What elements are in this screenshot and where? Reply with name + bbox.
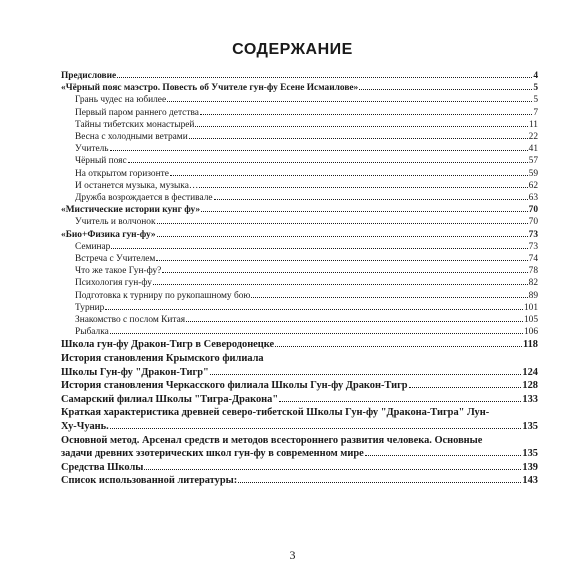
toc-entry-page: 82 (528, 278, 538, 289)
toc-entry-title: Тайны тибетских монастырей (75, 119, 195, 130)
toc-entry (61, 241, 538, 253)
toc-entry-title: Предисловие (61, 71, 117, 81)
toc-entry (61, 314, 538, 326)
toc-entry-title: Дружба возрождается в фестивале (75, 193, 213, 204)
toc-entry-page: 22 (528, 132, 538, 143)
toc-entry-title: Знакомство с послом Китая (75, 315, 186, 326)
toc-entry-title: Рыбалка (75, 327, 109, 338)
toc-entry-page: 5 (533, 95, 538, 106)
toc-entry-page: 128 (522, 380, 538, 392)
toc-entry-page: 124 (522, 366, 538, 378)
toc-entry-page: 70 (528, 205, 538, 216)
toc-entry-title: «Био+Физика гун-фу» (61, 229, 156, 240)
dot-leader (201, 211, 528, 212)
dot-leader (186, 321, 523, 322)
toc-entry-title: Список использованной литературы: (61, 475, 238, 487)
toc-entry (61, 420, 538, 434)
toc-entry-page: 135 (522, 448, 538, 460)
toc-entry-page: 5 (533, 83, 538, 94)
toc-entry (61, 82, 538, 94)
toc-entry-title: Подготовка к турниру по рукопашному бою (75, 290, 251, 301)
toc-entry-page: 118 (522, 339, 538, 351)
dot-leader (128, 162, 528, 163)
toc-entry-title: Первый паром раннего детства (75, 107, 199, 118)
dot-leader (409, 387, 522, 388)
toc-entry (61, 94, 538, 106)
toc-entry-page: 11 (528, 119, 538, 130)
dot-leader (238, 482, 521, 483)
toc-entry (61, 366, 538, 380)
toc-entry-page: 74 (528, 254, 538, 265)
toc-entry-page: 59 (528, 168, 538, 179)
toc-entry (61, 379, 538, 393)
toc-entry-title: Краткая характеристика древней северо-тибетской Школы Гун-фу "Дракона-Тигра" Лун- (61, 407, 490, 419)
dot-leader (167, 101, 532, 102)
toc-entry (61, 168, 538, 180)
toc-entry-title: Что же такое Гун-фу? (75, 266, 162, 277)
toc-entry-title: Средства Школы (61, 461, 144, 473)
toc-entry-page: 73 (528, 241, 538, 252)
toc-entry (61, 352, 538, 366)
toc-entry-title: Психология гун-фу (75, 278, 152, 289)
dot-leader (156, 260, 527, 261)
toc-entry-title: Весна с холодными ветрами (75, 132, 188, 143)
dot-leader (365, 455, 522, 456)
page-number: 3 (289, 548, 296, 562)
toc-entry (61, 229, 538, 241)
toc-entry-page: 135 (522, 421, 538, 433)
toc-entry (61, 155, 538, 167)
toc-entry (61, 253, 538, 265)
toc-entry-title: «Мистические истории кунг фу» (61, 205, 201, 216)
dot-leader (214, 199, 528, 200)
toc-entry-page: 101 (523, 302, 538, 313)
toc-entry-page: 105 (523, 315, 538, 326)
toc-entry (61, 277, 538, 289)
toc-entry-title: Встреча с Учителем (75, 254, 156, 265)
dot-leader (117, 77, 532, 78)
toc-entry (61, 461, 538, 475)
toc-entry-title: Ху-Чуань. (61, 421, 109, 433)
page-title: СОДЕРЖАНИЕ (232, 41, 353, 58)
toc-entry (61, 265, 538, 277)
toc-entry (61, 204, 538, 216)
toc-entry-title: Основной метод. Арсенал средств и методов всестороннего развития человека. Основные (61, 434, 483, 446)
toc-entry-page: 143 (522, 475, 538, 487)
toc-entry-title: История становления Черкасского филиала Школы Гун-фу Дракон-Тигр (61, 380, 408, 392)
toc-entry-title: Чёрный пояс (75, 156, 127, 167)
toc-entry (61, 434, 538, 448)
toc-entry (61, 406, 538, 420)
table-of-contents (61, 70, 538, 488)
dot-leader (111, 248, 527, 249)
dot-leader (110, 150, 528, 151)
toc-entry (61, 131, 538, 143)
toc-entry-title: Самарский филиал Школы "Тигра-Дракона" (61, 393, 279, 405)
toc-entry (61, 393, 538, 407)
dot-leader (275, 346, 522, 347)
toc-entry-page: 41 (528, 144, 538, 155)
toc-entry (61, 326, 538, 338)
toc-entry-page: 78 (528, 266, 538, 277)
dot-leader (251, 297, 527, 298)
toc-entry-page: 57 (528, 156, 538, 167)
dot-leader (359, 89, 532, 90)
toc-entry-title: Семинар (75, 241, 111, 252)
toc-entry (61, 302, 538, 314)
dot-leader (170, 175, 528, 176)
toc-entry-page: 70 (528, 217, 538, 228)
dot-leader (195, 126, 528, 127)
toc-entry-title: И останется музыка, музыка… (75, 180, 199, 191)
dot-leader (157, 223, 528, 224)
toc-entry-page: 133 (522, 393, 538, 405)
toc-entry-page: 4 (533, 71, 538, 81)
dot-leader (200, 114, 532, 115)
toc-entry-page: 62 (528, 180, 538, 191)
toc-entry (61, 119, 538, 131)
toc-entry-page: 7 (533, 107, 538, 118)
toc-entry (61, 192, 538, 204)
dot-leader (157, 236, 528, 237)
toc-entry (61, 216, 538, 228)
toc-entry-title: Грань чудес на юбилее (75, 95, 167, 106)
dot-leader (144, 469, 521, 470)
dot-leader (110, 333, 523, 334)
dot-leader (153, 284, 528, 285)
dot-leader (162, 272, 527, 273)
toc-entry-title: Учитель и волчонок (75, 217, 156, 228)
toc-entry (61, 474, 538, 488)
toc-entry-title: Турнир (75, 302, 105, 313)
toc-entry (61, 143, 538, 155)
dot-leader (189, 138, 528, 139)
dot-leader (279, 401, 521, 402)
toc-entry-title: Школы Гун-фу "Дракон-Тигр" (61, 366, 209, 378)
dot-leader (105, 309, 523, 310)
toc-entry (61, 338, 538, 352)
toc-entry-title: История становления Крымского филиала (61, 353, 264, 365)
toc-entry (61, 180, 538, 192)
toc-entry (61, 447, 538, 461)
toc-entry-title: Учитель (75, 144, 109, 155)
toc-entry-page: 73 (528, 229, 538, 240)
toc-entry-title: задачи древних эзотерических школ гун-фу в современном мире (61, 448, 364, 460)
toc-entry (61, 107, 538, 119)
toc-entry-page: 63 (528, 193, 538, 204)
dot-leader (199, 187, 527, 188)
dot-leader (210, 374, 522, 375)
toc-entry-page: 106 (523, 327, 538, 338)
toc-entry (61, 290, 538, 302)
toc-entry (61, 70, 538, 82)
toc-entry-page: 139 (522, 461, 538, 473)
toc-entry-title: На открытом горизонте (75, 168, 169, 179)
dot-leader (110, 428, 522, 429)
toc-entry-page: 89 (528, 290, 538, 301)
toc-entry-title: «Чёрный пояс маэстро. Повесть об Учителе гун-фу Есене Исмаилове» (61, 83, 359, 94)
toc-entry-title: Школа гун-фу Дракон-Тигр в Северодонецке (61, 339, 275, 351)
